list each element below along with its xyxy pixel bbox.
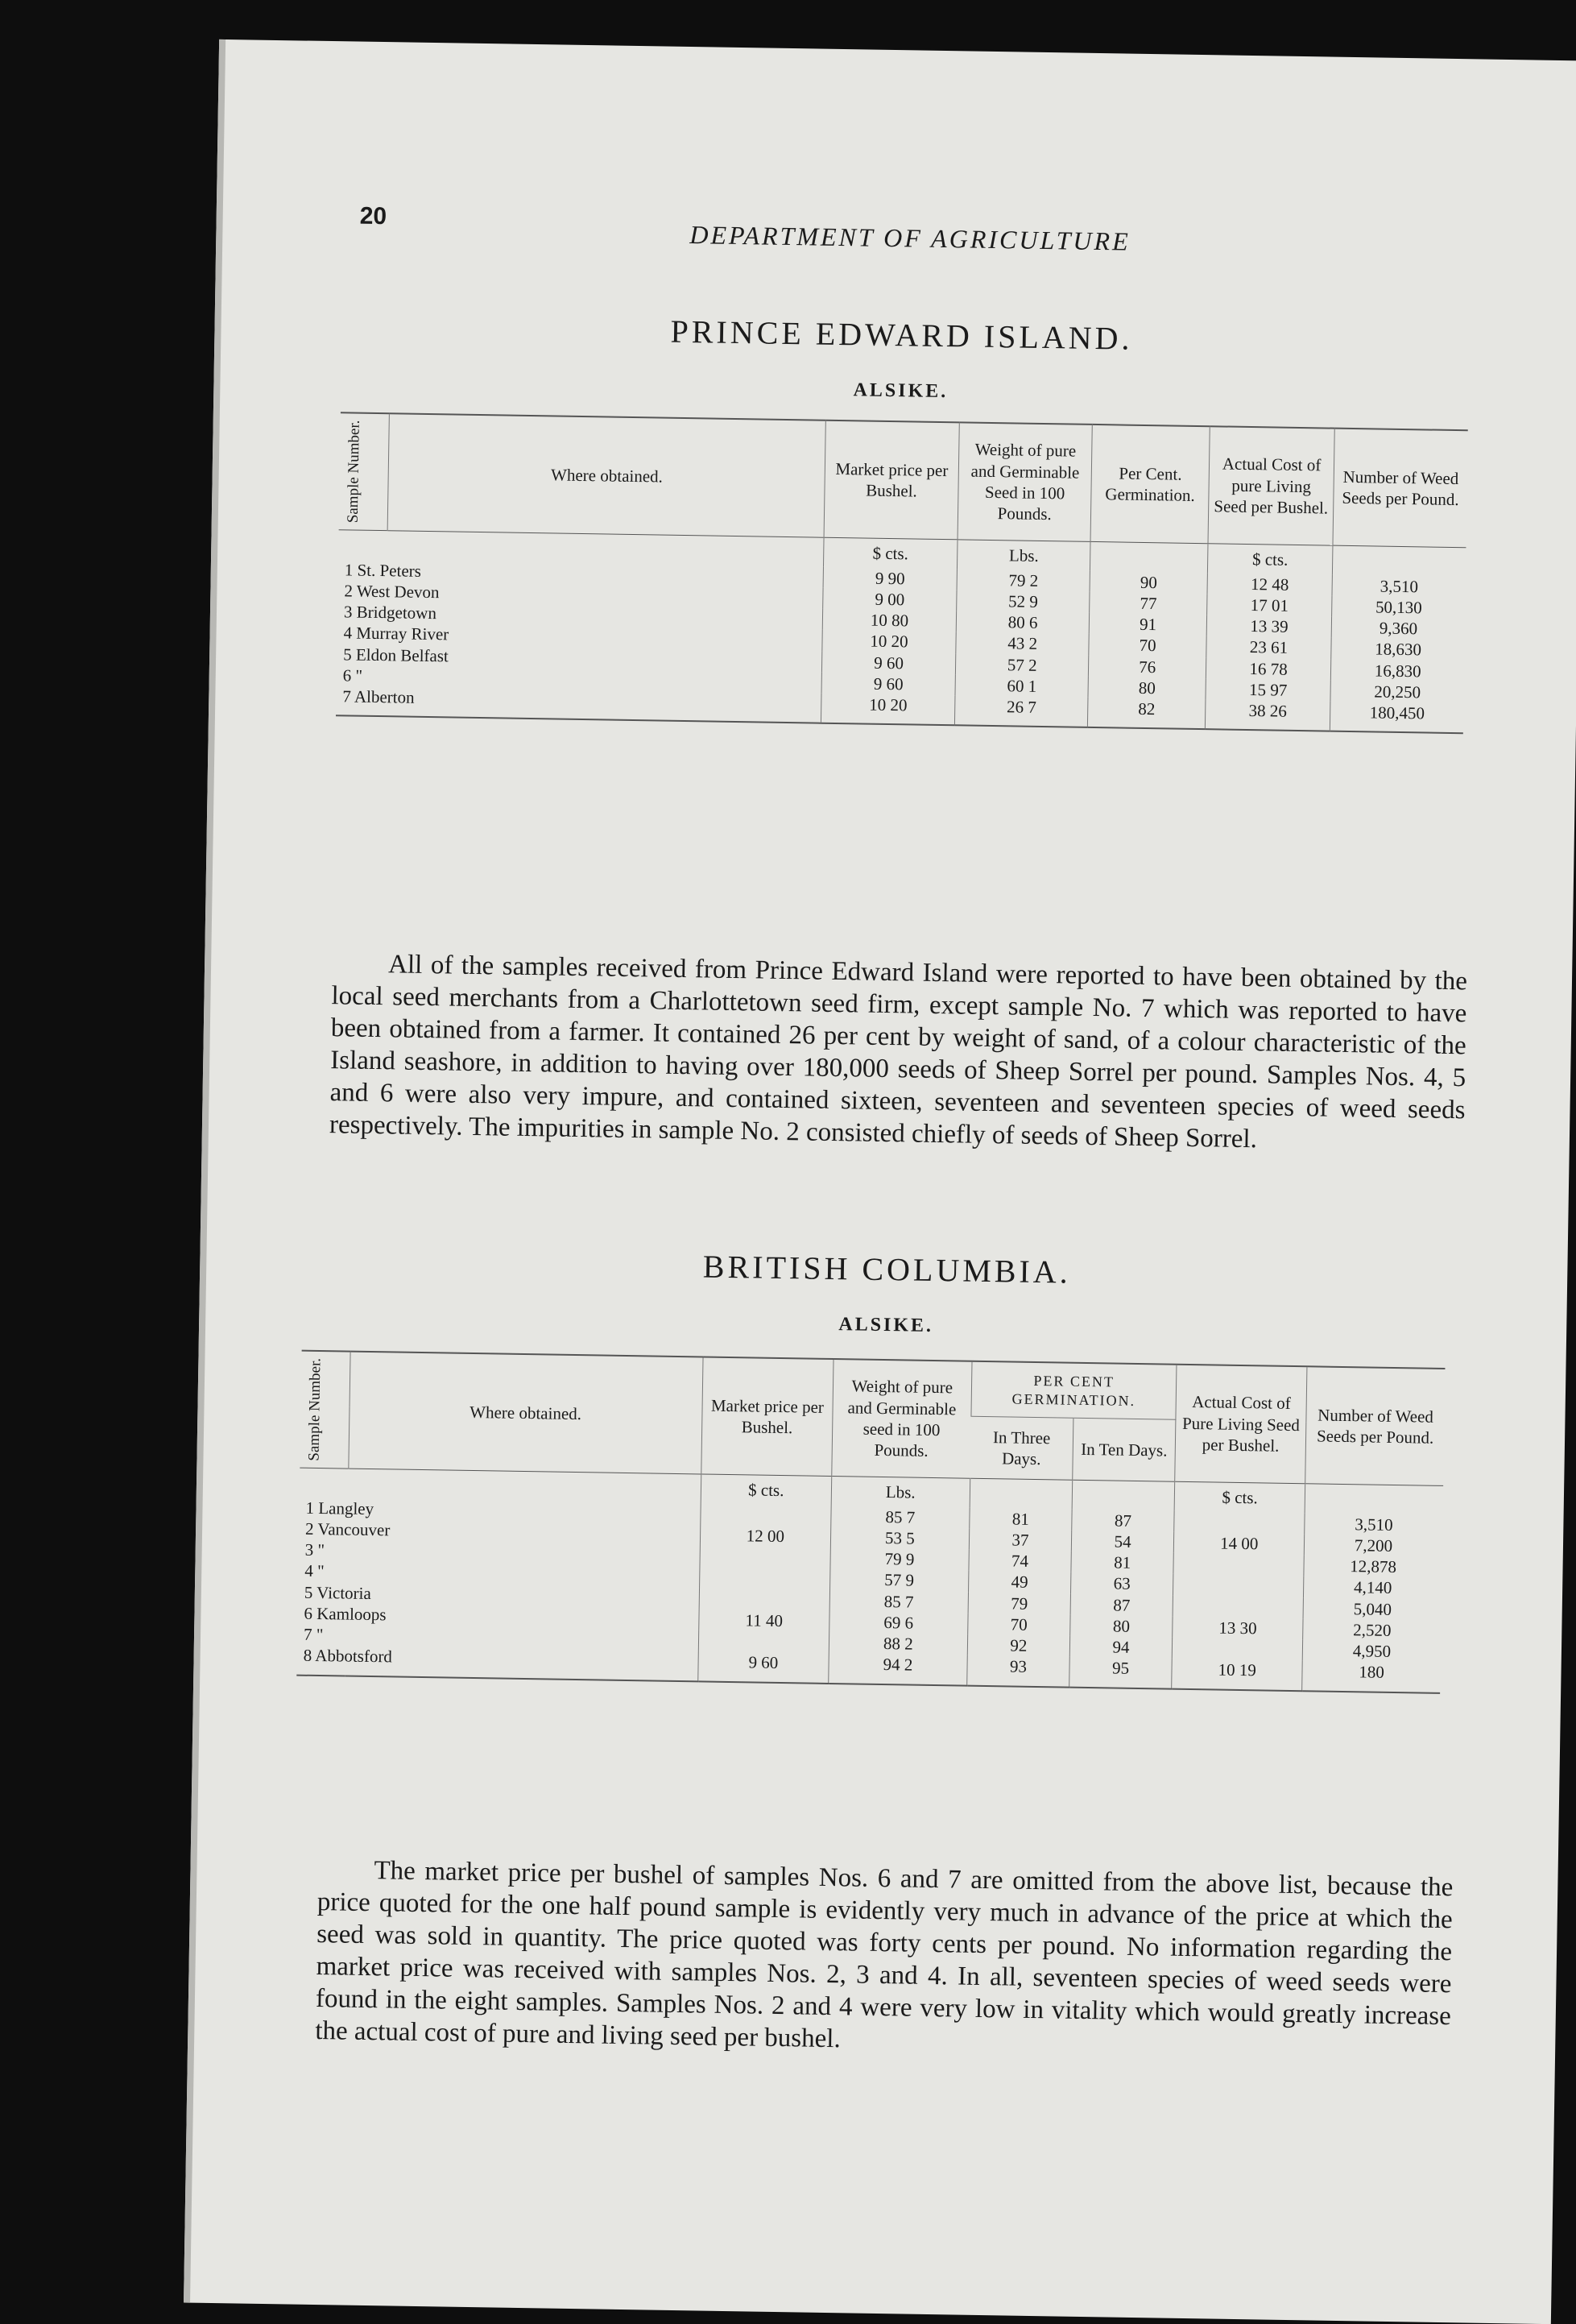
cell-cost: 23 61 [1206,636,1332,660]
header-ten-days: In Ten Days. [1073,1418,1177,1481]
cell-market: 9 00 [823,588,957,611]
pei-alsike-table [336,412,1468,734]
header-where-obtained: Where obtained. [348,1352,703,1474]
cell-percent: 70 [1089,634,1206,657]
header-actual-cost: Actual Cost of pure Living Seed per Bushel. [1208,426,1335,545]
cell-where: 4 " [304,1561,325,1581]
cell-market: 9 60 [698,1651,829,1684]
table-caption-pei: ALSIKE. [853,379,949,403]
cell-weed: 20,250 [1330,681,1464,704]
cell-weight: 43 2 [956,632,1090,656]
header-where-obtained: Where obtained. [388,413,826,537]
cell-cost: 16 78 [1206,657,1331,681]
cell-cost [1173,1638,1303,1661]
cell-where: 2 West Devon [344,581,440,603]
cell-ten: 54 [1071,1531,1174,1553]
cell-weight: 53 5 [830,1527,970,1550]
cell-cost: 38 26 [1205,699,1330,731]
header-weight: Weight of pure and Germinable Seed in 100 Pounds. [958,422,1093,541]
header-sample-number: Sample Number. [300,1351,350,1469]
cell-three: 93 [967,1655,1069,1687]
header-weed-seeds: Number of Weed Seeds per Pound. [1333,429,1467,548]
cell-cost [1173,1574,1304,1597]
cell-ten: 87 [1070,1593,1173,1616]
cell-market: 12 00 [700,1524,830,1547]
cell-weight: 79 9 [830,1547,970,1571]
cell-where: 1 St. Peters [344,560,422,581]
cell-where: 5 Eldon Belfast [343,644,449,666]
cell-three: 74 [969,1550,1071,1572]
cell-weed: 180 [1302,1661,1441,1693]
cell-cost: 12 48 [1207,573,1333,596]
cell-market: 9 60 [822,651,956,674]
page-number: 20 [359,202,387,230]
cell-weight: 88 2 [829,1632,968,1655]
cell-weight: 52 9 [956,590,1090,613]
cell-where: 7 " [303,1624,324,1645]
cell-market [700,1546,830,1569]
cell-percent: 77 [1090,592,1207,615]
cell-cost: 14 00 [1174,1532,1305,1556]
cell-cost: 10 19 [1172,1659,1302,1691]
cell-ten: 87 [1072,1509,1175,1531]
cell-cost: 15 97 [1206,678,1331,702]
cell-market [699,1588,829,1611]
cell-weed: 180,450 [1330,702,1464,734]
cell-where: 6 " [342,665,363,686]
cell-three: 37 [969,1529,1071,1551]
document-page [184,39,1576,2324]
cell-three: 81 [970,1507,1072,1530]
cell-market [699,1567,829,1590]
cell-percent: 82 [1088,698,1206,730]
cell-cost [1174,1510,1305,1534]
header-market-price: Market price per Bushel. [701,1357,834,1476]
cell-three: 92 [967,1634,1069,1657]
cell-market [698,1630,829,1654]
cell-market: 10 80 [822,609,956,632]
cell-cost: 13 30 [1173,1617,1303,1640]
cell-ten: 63 [1070,1572,1173,1595]
cell-weed: 12,878 [1304,1555,1442,1578]
header-percent-germination: Per Cent. Germination. [1091,425,1210,543]
header-market-price: Market price per Bushel. [824,420,959,540]
cell-weight: 60 1 [955,674,1089,698]
cell-ten: 81 [1071,1551,1174,1574]
cell-ten: 94 [1069,1636,1173,1659]
header-sample-number: Sample Number. [339,412,390,530]
cell-weight: 26 7 [954,695,1088,727]
cell-where: 4 Murray River [343,623,449,644]
cell-weed: 7,200 [1304,1534,1442,1557]
cell-market: 9 60 [821,673,955,696]
units-row: $ cts. Lbs. $ cts. [300,1468,1443,1515]
cell-weight: 85 7 [829,1590,969,1614]
cell-weed: 4,950 [1302,1639,1441,1663]
cell-weight: 94 2 [828,1653,967,1685]
cell-three: 49 [968,1571,1070,1593]
section-title-pei: PRINCE EDWARD ISLAND. [670,313,1133,357]
running-head: DEPARTMENT OF AGRICULTURE [689,220,1131,256]
bc-alsike-table [296,1350,1445,1694]
header-weight: Weight of pure and Germinable seed in 100 Pounds. [832,1359,972,1478]
cell-weed: 5,040 [1303,1597,1442,1621]
cell-weed: 3,510 [1332,574,1466,598]
header-actual-cost: Actual Cost of Pure Living Seed per Bushel. [1175,1365,1307,1484]
header-weed-seeds: Number of Weed Seeds per Pound. [1305,1366,1446,1485]
cell-cost: 17 01 [1206,594,1332,617]
table-caption-bc: ALSIKE. [838,1314,934,1336]
cell-weight: 80 6 [956,611,1090,635]
cell-ten: 80 [1070,1615,1173,1638]
cell-weight: 85 7 [831,1506,970,1529]
units-row: $ cts. Lbs. $ cts. [338,529,1466,576]
cell-where: 3 " [304,1539,325,1560]
cell-ten: 95 [1069,1657,1173,1688]
cell-weed: 50,130 [1332,596,1466,619]
cell-where: 5 Victoria [304,1582,372,1603]
cell-weed: 2,520 [1303,1618,1442,1642]
cell-three: 79 [968,1592,1070,1614]
section-title-bc: BRITISH COLUMBIA. [702,1248,1072,1290]
header-three-days: In Three Days. [970,1416,1073,1479]
cell-percent: 76 [1089,656,1206,679]
cell-where: 3 Bridgetown [343,602,437,623]
cell-three: 70 [968,1614,1070,1636]
bc-paragraph: The market price per bushel of samples Nos. 6 and 7 are omitted from the above list, because the price quoted for the one half pound sample is evidently very much in advance of the price at which the seed was sold in quantity. The price quoted was forty cents per pound. No information regarding the market price was received with samples Nos. 2, 3 and 4. In all, seventeen species of weed seeds were found in the eight samples. Samples Nos. 2 and 4 were very low in vitality which would greatly increase the actual cost of pure and living seed per bushel. [315,1856,1454,2054]
pei-paragraph: All of the samples received from Prince Edward Island were reported to have been obtained by the local seed merchants from a Charlottetown seed firm, except sample No. 7 which was reported to have been obtained from a farmer. It contained 26 per cent by weight of sand, of a colour characteristic of the Island seashore, in addition to having over 180,000 seeds of Sheep Sorrel per pound. Samples Nos. 4, 5 and 6 were also very impure, and contained sixteen, seventeen and seventeen species of weed seeds respectively. The impurities in sample No. 2 consisted chiefly of seeds of Sheep Sorrel. [329,950,1468,1154]
cell-percent: 90 [1090,571,1208,594]
cell-weed: 4,140 [1304,1576,1442,1600]
cell-cost [1173,1595,1303,1618]
cell-market: 11 40 [699,1609,829,1632]
cell-where: 7 Alberton [336,686,821,723]
cell-cost [1173,1553,1304,1576]
cell-where: 1 Langley [305,1498,374,1518]
cell-market: 10 20 [822,630,956,653]
cell-weight: 79 2 [957,569,1090,592]
cell-weed: 16,830 [1331,659,1465,682]
cell-where: 2 Vancouver [304,1518,391,1540]
cell-percent: 91 [1090,613,1207,636]
cell-market: 9 90 [823,566,957,590]
cell-market [701,1503,831,1527]
header-percent-germination: PER CENT GERMINATION. [971,1361,1177,1420]
cell-weed: 18,630 [1331,638,1465,661]
cell-weight: 57 2 [955,653,1089,677]
cell-where: 6 Kamloops [304,1603,387,1625]
cell-where: 8 Abbotsford [296,1645,698,1681]
cell-weed: 3,510 [1305,1513,1443,1536]
cell-weight: 57 9 [829,1568,969,1592]
cell-cost: 13 39 [1206,615,1332,638]
cell-weed: 9,360 [1331,617,1465,640]
cell-market: 10 20 [821,694,955,726]
cell-percent: 80 [1088,677,1206,700]
cell-weight: 69 6 [829,1611,968,1634]
